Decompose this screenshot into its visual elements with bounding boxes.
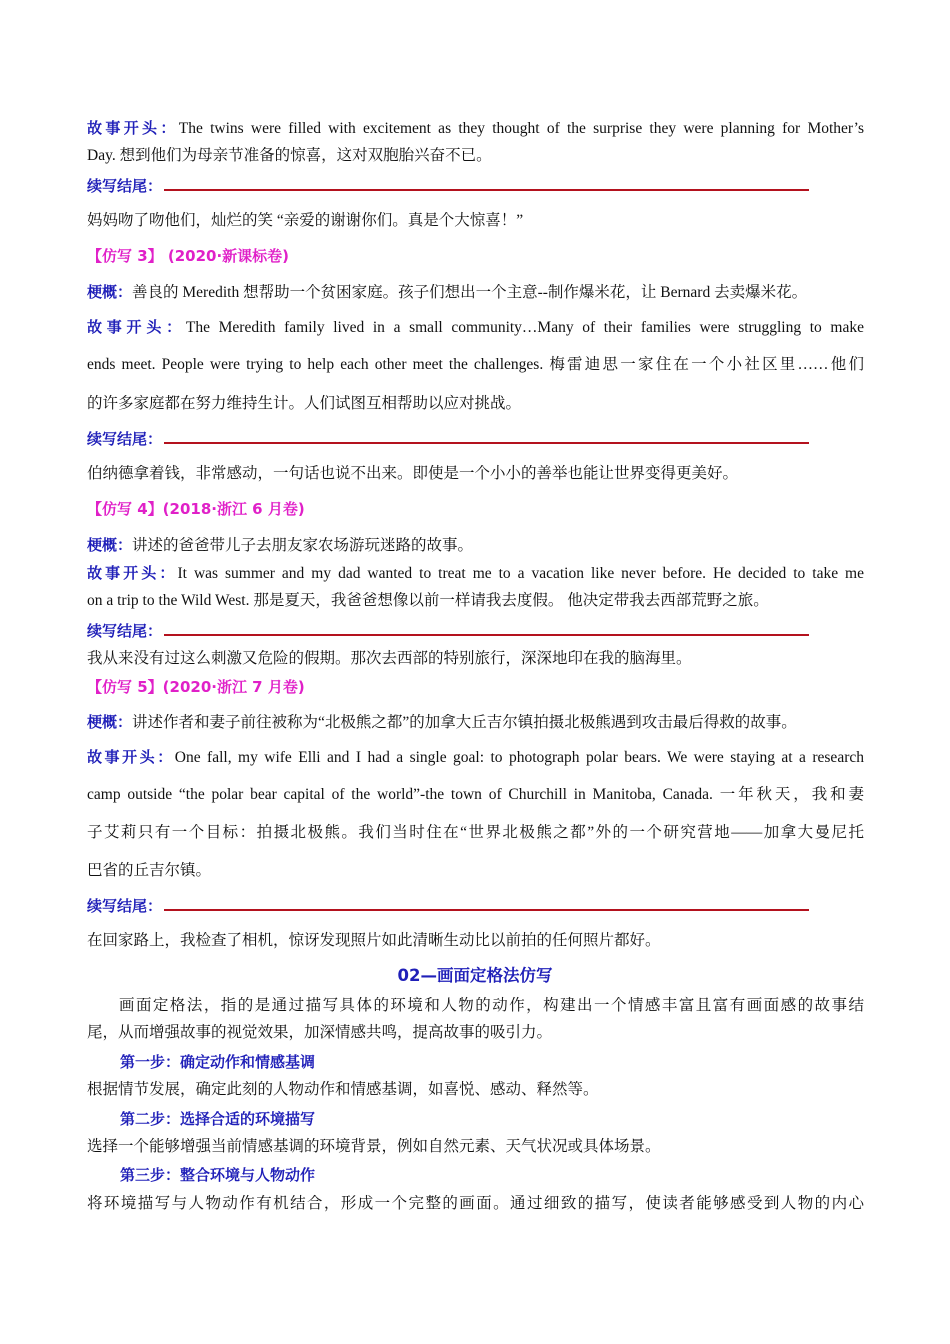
- summary-text: 讲述作者和妻子前往被称为“北极熊之都”的加拿大丘吉尔镇拍摄北极熊遇到攻击最后得救的故事。: [132, 714, 797, 731]
- answer-rule: [164, 620, 809, 636]
- summary-text: 善良的 Meredith 想帮助一个贫困家庭。孩子们想出一个主意--制作爆米花，让 Bernard 去卖爆米花。: [132, 284, 808, 301]
- summary-line: [87, 534, 864, 557]
- exercise-heading-text: 【仿写 4】(2018·浙江 6 月卷): [87, 500, 305, 518]
- story-start-line: Day. 想到他们为母亲节准备的惊喜，这对双胞胎兴奋不已。: [87, 147, 492, 164]
- story-start-label: 故事开头：: [87, 564, 178, 582]
- continuation-label: 续写结尾：: [87, 430, 163, 448]
- story-start-label: 故事开头：: [87, 748, 175, 766]
- story-start-line: [87, 316, 864, 339]
- summary-label: 梗概：: [87, 713, 133, 731]
- continuation-label: 续写结尾：: [87, 177, 163, 195]
- section-title: 02—画面定格法仿写: [397, 966, 553, 985]
- ending-line: 妈妈吻了吻他们，灿烂的笑 “亲爱的谢谢你们。真是个大惊喜！”: [87, 212, 524, 229]
- continuation-label: 续写结尾：: [87, 897, 163, 915]
- story-start-label: 故事开头：: [87, 318, 186, 336]
- exercise-heading: [87, 245, 864, 268]
- story-start-text: The Meredith family lived in a small community…Many of their families were struggling to make: [185, 319, 864, 336]
- step-text: 根据情节发展，确定此刻的人物动作和情感基调，如喜悦、感动、释然等。: [87, 1081, 599, 1098]
- ending-line: 伯纳德拿着钱，非常感动，一句话也说不出来。即使是一个小小的善举也能让世界变得更美好。: [87, 465, 739, 482]
- story-start-line: [87, 117, 864, 140]
- intro-line: 尾，从而增强故事的视觉效果，加深情感共鸣，提高故事的吸引力。: [87, 1024, 553, 1041]
- summary-label: 梗概：: [87, 283, 133, 301]
- intro-line: 画面定格法，指的是通过描写具体的环境和人物的动作，构建出一个情感丰富且富有画面感的故事结: [119, 997, 864, 1014]
- answer-rule: [164, 175, 809, 191]
- continuation-line: [87, 620, 864, 643]
- story-start-text: The twins were filled with excitement as they thought of the surprise they were planning for Mother’s: [178, 120, 864, 137]
- summary-line: [87, 711, 864, 734]
- exercise-heading-text: 【仿写 5】(2020·浙江 7 月卷): [87, 678, 305, 696]
- step-text: 选择一个能够增强当前情感基调的环境背景，例如自然元素、天气状况或具体场景。: [87, 1138, 661, 1155]
- story-start-line: [87, 746, 864, 769]
- answer-rule: [164, 428, 809, 444]
- summary-text: 讲述的爸爸带儿子去朋友家农场游玩迷路的故事。: [132, 537, 474, 554]
- story-start-line: 子艾莉只有一个目标：拍摄北极熊。我们当时住在“世界北极熊之都”外的一个研究营地——加拿大曼尼托: [87, 824, 864, 841]
- story-start-line: [87, 562, 864, 585]
- story-start-label: 故事开头：: [87, 119, 179, 137]
- story-start-text: It was summer and my dad wanted to treat me to a vacation like never before. He decided to take me: [177, 565, 864, 582]
- summary-line: [87, 281, 864, 304]
- story-start-line: 的许多家庭都在努力维持生计。人们试图互相帮助以应对挑战。: [87, 395, 522, 412]
- answer-rule: [164, 895, 809, 911]
- continuation-line: [87, 895, 864, 918]
- story-start-line: on a trip to the Wild West. 那是夏天，我爸爸想像以前一样请我去度假。 他决定带我去西部荒野之旅。: [87, 592, 769, 609]
- story-start-line: ends meet. People were trying to help each other meet the challenges. 梅雷迪思一家住在一个小社区里……他们: [87, 356, 864, 373]
- ending-line: 我从来没有过这么刺激又危险的假期。那次去西部的特别旅行，深深地印在我的脑海里。: [87, 650, 692, 667]
- summary-label: 梗概：: [87, 536, 133, 554]
- step-title: 第三步：整合环境与人物动作: [120, 1166, 316, 1184]
- exercise-heading: [87, 498, 864, 521]
- exercise-heading: [87, 676, 864, 699]
- step-title: 第一步：确定动作和情感基调: [120, 1053, 316, 1071]
- continuation-line: [87, 175, 864, 198]
- step-text: 将环境描写与人物动作有机结合，形成一个完整的画面。通过细致的描写，使读者能够感受到人物的内心: [87, 1195, 864, 1212]
- step-title: 第二步：选择合适的环境描写: [120, 1110, 316, 1128]
- continuation-line: [87, 428, 864, 451]
- story-start-line: 巴省的丘吉尔镇。: [87, 862, 212, 879]
- story-start-line: camp outside “the polar bear capital of the world”-the town of Churchill in Manitoba, Canada. 一年秋天，我和妻: [87, 786, 864, 803]
- continuation-label: 续写结尾：: [87, 622, 163, 640]
- story-start-text: One fall, my wife Elli and I had a single goal: to photograph polar bears. We were staying at a research: [174, 749, 864, 766]
- exercise-heading-text: 【仿写 3】 (2020·新课标卷): [87, 247, 290, 265]
- ending-line: 在回家路上，我检查了相机，惊讶发现照片如此清晰生动比以前拍的任何照片都好。: [87, 932, 661, 949]
